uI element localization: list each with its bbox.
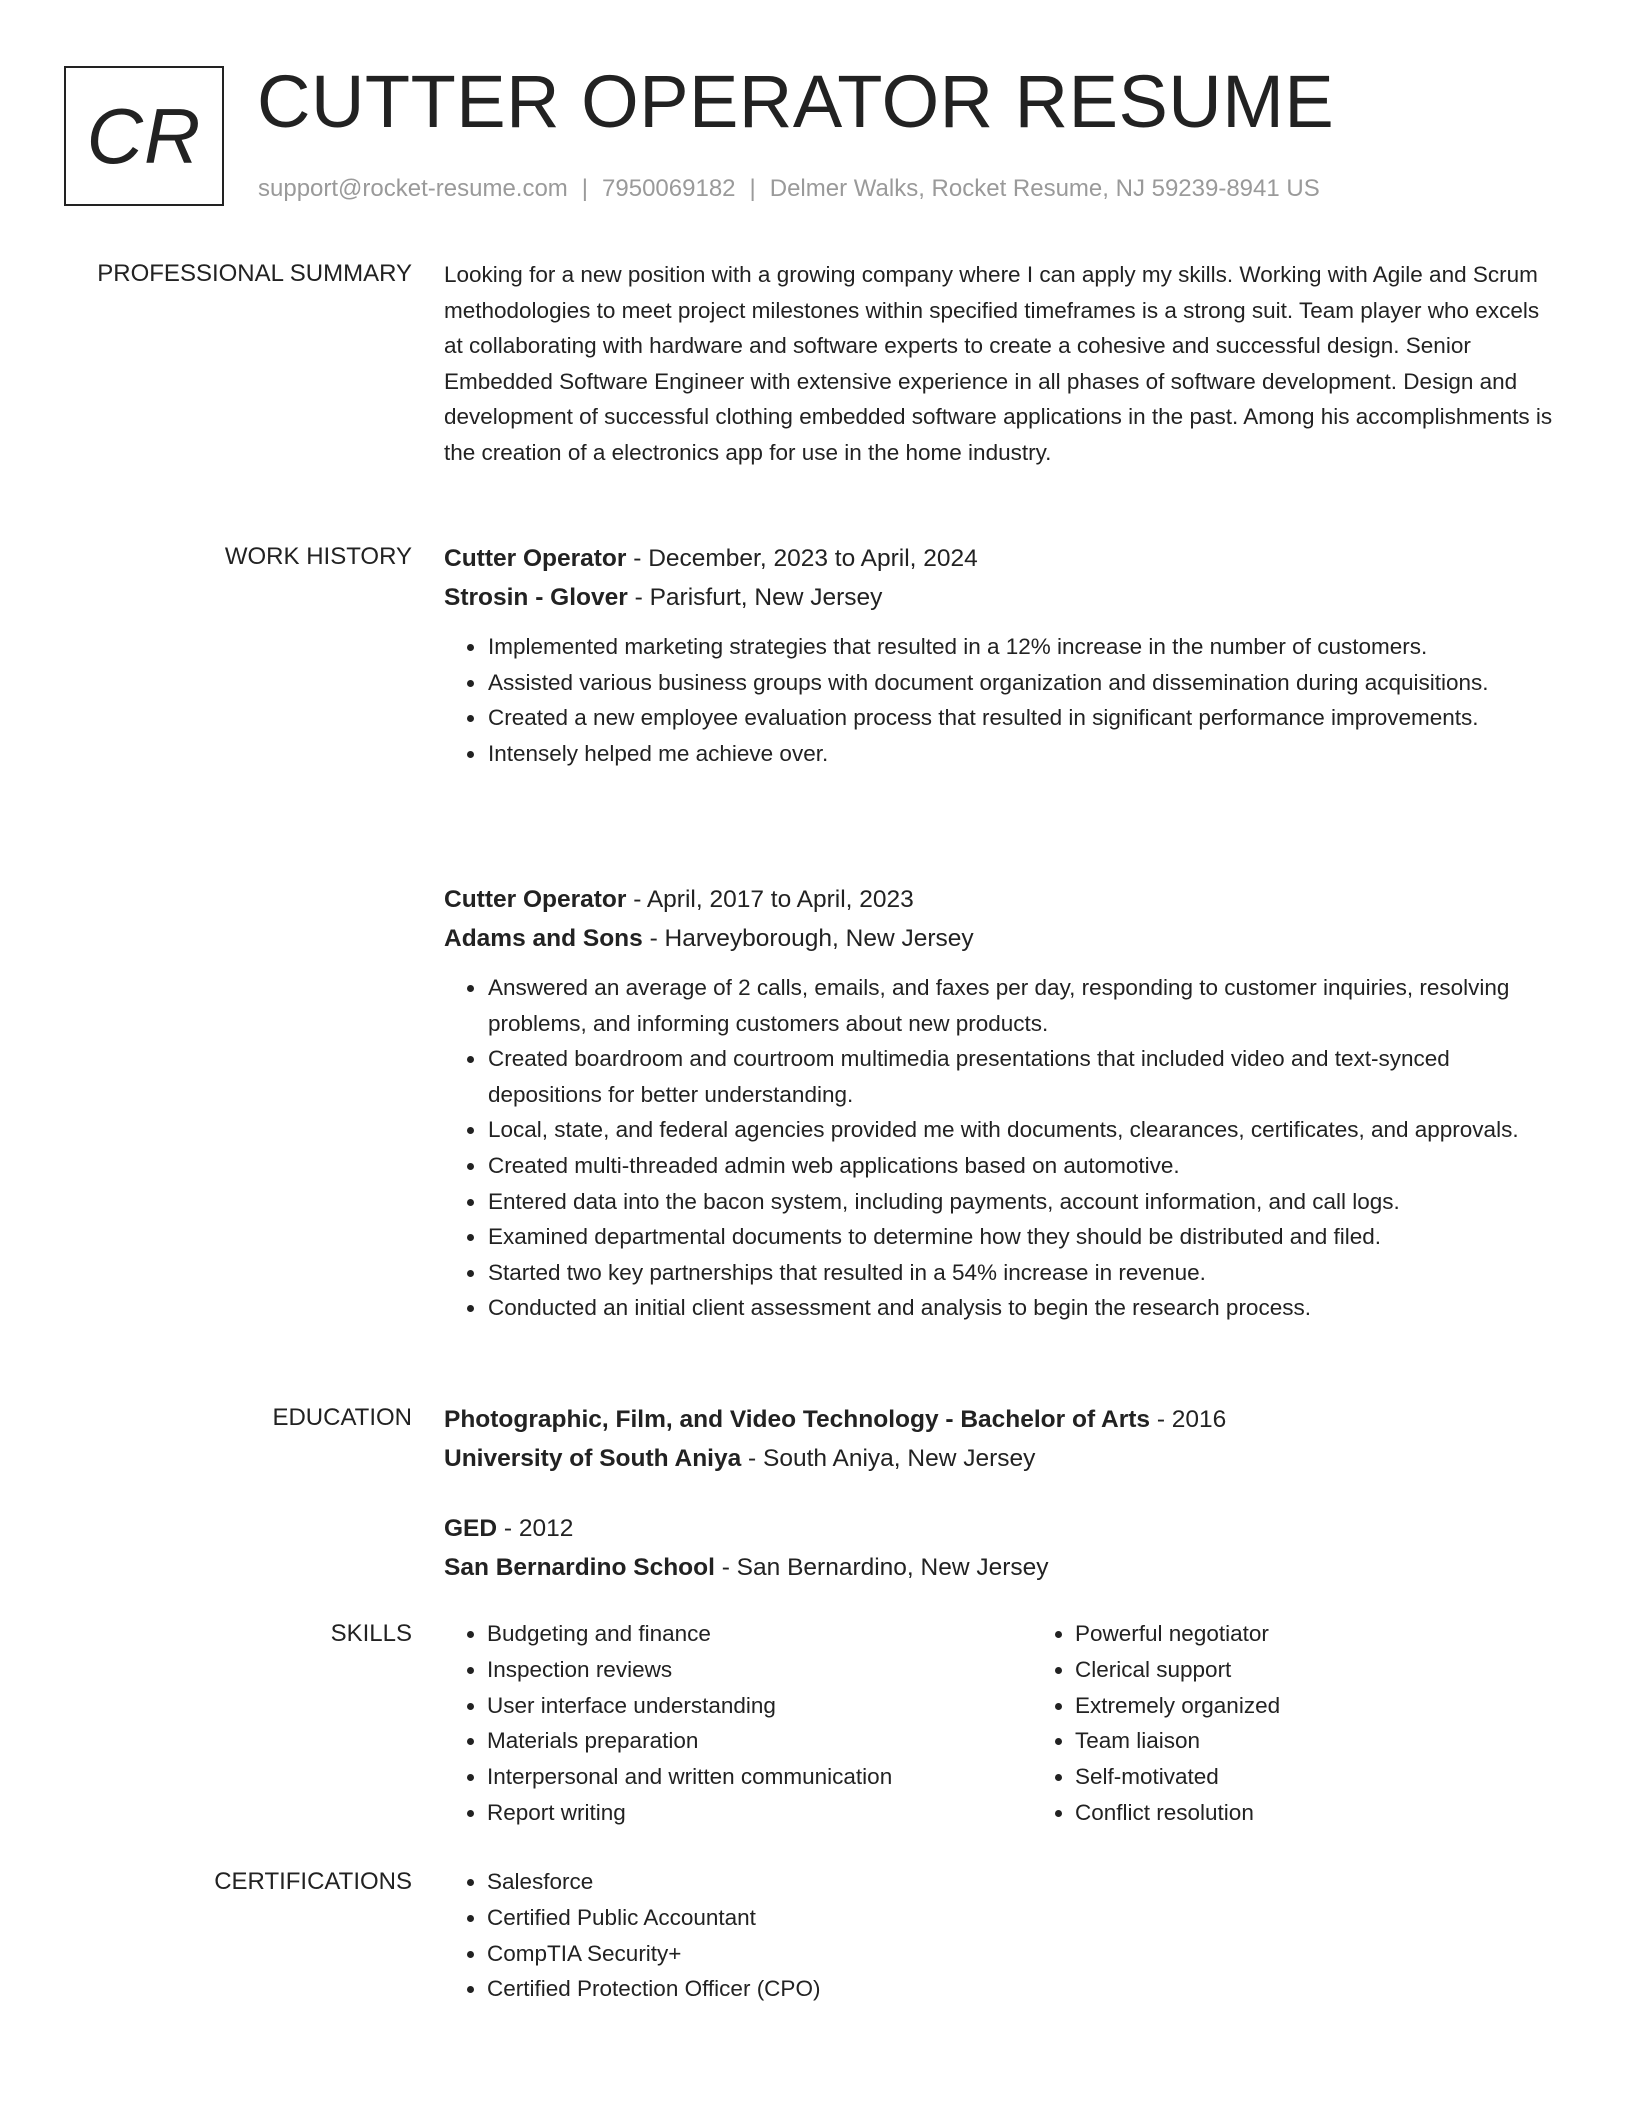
summary-heading: PROFESSIONAL SUMMARY (97, 260, 412, 287)
contact-line (258, 172, 1320, 206)
skill-item: • Inspection reviews (487, 1652, 1032, 1688)
job-bullet: • Local, state, and federal agencies provided me with documents, clearances, certificates, and approvals. (487, 1112, 1564, 1148)
work-history-heading: WORK HISTORY (224, 543, 412, 570)
education-entry (444, 1400, 1564, 1478)
education-heading: EDUCATION (272, 1404, 412, 1431)
contact-separator: | (581, 175, 589, 202)
job-bullets (444, 629, 1564, 771)
contact-separator: | (749, 175, 756, 202)
school-location: - South Aniya, New Jersey (741, 1445, 1036, 1472)
certification-item: • CompTIA Security+ (487, 1936, 1564, 1972)
skill-item: • Extremely organized (1075, 1688, 1280, 1724)
job-title-line (444, 539, 1564, 578)
skill-item: • Clerical support (1075, 1652, 1280, 1688)
job-dates: - April, 2017 to April, 2023 (626, 886, 914, 913)
job-bullet: • Entered data into the bacon system, including payments, account information, and call logs. (487, 1184, 1564, 1220)
contact-address: Delmer Walks, Rocket Resume, NJ 59239-8941 US (769, 175, 1320, 202)
school-line (444, 1439, 1564, 1478)
skills-columns (444, 1616, 1564, 1831)
skill-item: • Budgeting and finance (487, 1616, 1032, 1652)
school-location: - San Bernardino, New Jersey (714, 1554, 1049, 1581)
skill-item: • Materials preparation (487, 1723, 1032, 1759)
education-entry (444, 1509, 1564, 1587)
skill-item: • Interpersonal and written communication (487, 1759, 1032, 1795)
certification-item: • Certified Public Accountant (487, 1900, 1564, 1936)
job-location: - Parisfurt, New Jersey (627, 584, 883, 611)
job-company: Adams and Sons (444, 925, 643, 952)
certifications-heading: CERTIFICATIONS (214, 1868, 412, 1895)
job-entry (444, 539, 1564, 771)
certification-item: • Salesforce (487, 1864, 1564, 1900)
school-name: San Bernardino School (444, 1554, 715, 1581)
skill-item: • Report writing (487, 1795, 1032, 1831)
contact-phone[interactable]: 7950069182 (602, 175, 736, 202)
degree-line (444, 1509, 1564, 1548)
job-bullet: • Examined departmental documents to determine how they should be distributed and filed. (487, 1219, 1564, 1255)
contact-email[interactable]: support@rocket-resume.com (258, 175, 568, 202)
job-bullet: • Assisted various business groups with document organization and dissemination during acquisitions. (487, 665, 1564, 701)
skill-item: • Team liaison (1075, 1723, 1280, 1759)
skill-item: • Powerful negotiator (1075, 1616, 1280, 1652)
job-bullet: • Created boardroom and courtroom multimedia presentations that included video and text-synced depositions for better understanding. (487, 1041, 1564, 1112)
job-bullet: • Intensely helped me achieve over. (487, 736, 1564, 772)
job-bullet: • Started two key partnerships that resulted in a 54% increase in revenue. (487, 1255, 1564, 1291)
skills-heading: SKILLS (330, 1620, 412, 1647)
skills-list-left (444, 1616, 1032, 1831)
job-title-line (444, 880, 1564, 919)
job-bullet: • Conducted an initial client assessment and analysis to begin the research process. (487, 1290, 1564, 1326)
skills-list-right (1032, 1616, 1280, 1831)
certifications-list (444, 1864, 1564, 2007)
degree-line (444, 1400, 1564, 1439)
resume-title: CUTTER OPERATOR RESUME (257, 60, 1335, 143)
job-bullet: • Answered an average of 2 calls, emails, and faxes per day, responding to customer inquiries, resolving problems, and informing customers about new products. (487, 970, 1564, 1041)
job-location: - Harveyborough, New Jersey (642, 925, 974, 952)
job-dates: - December, 2023 to April, 2024 (626, 545, 978, 572)
job-title: Cutter Operator (444, 545, 627, 572)
job-company-line (444, 919, 1564, 958)
job-bullet: • Implemented marketing strategies that resulted in a 12% increase in the number of customers. (487, 629, 1564, 665)
job-company-line (444, 578, 1564, 617)
degree-year: - 2012 (497, 1515, 574, 1542)
job-bullet: • Created multi-threaded admin web applications based on automotive. (487, 1148, 1564, 1184)
job-entry (444, 880, 1564, 1326)
degree-year: - 2016 (1150, 1406, 1227, 1433)
school-name: University of South Aniya (444, 1445, 742, 1472)
certification-item: • Certified Protection Officer (CPO) (487, 1971, 1564, 2007)
skill-item: • Conflict resolution (1075, 1795, 1280, 1831)
degree-name: Photographic, Film, and Video Technology - Bachelor of Arts (444, 1406, 1151, 1433)
job-company: Strosin - Glover (444, 584, 628, 611)
job-bullets (444, 970, 1564, 1326)
monogram-logo: CR (64, 66, 224, 206)
degree-name: GED (444, 1515, 498, 1542)
job-title: Cutter Operator (444, 886, 627, 913)
skill-item: • Self-motivated (1075, 1759, 1280, 1795)
job-bullet: • Created a new employee evaluation process that resulted in significant performance improvements. (487, 700, 1564, 736)
summary-text: Looking for a new position with a growing company where I can apply my skills. Working with Agile and Scrum methodologies to meet project milestones within specified timeframes is a strong suit. Team player who excels at collaborating with hardware and software experts to create a cohesive and successful design. Senior Embedded Software Engineer with extensive experience in all phases of software development. Design and development of successful clothing embedded software applications in the past. Among his accomplishments is the creation of a electronics app for use in the home industry. (444, 262, 1553, 465)
school-line (444, 1548, 1564, 1587)
skill-item: • User interface understanding (487, 1688, 1032, 1724)
